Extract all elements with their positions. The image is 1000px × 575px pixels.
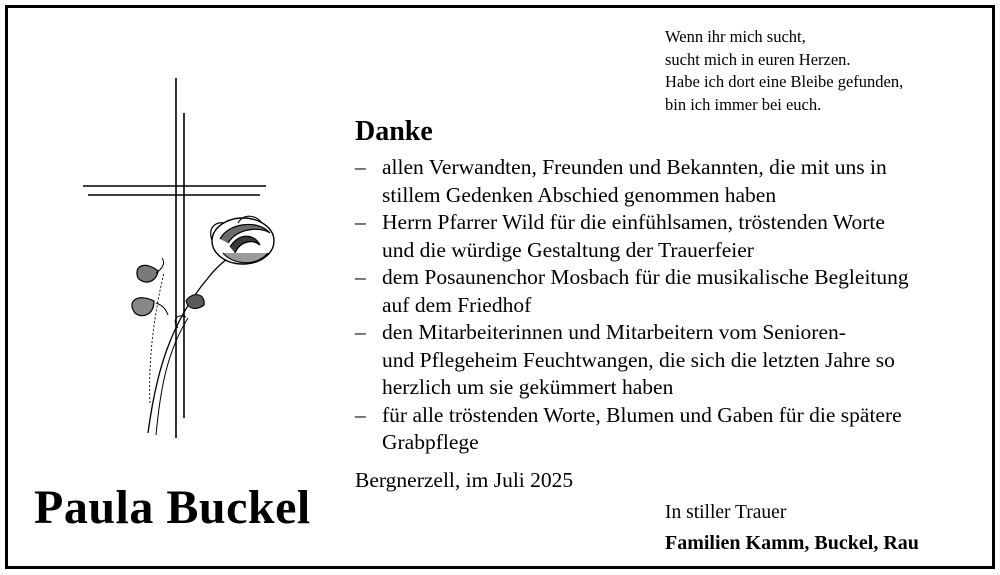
poem-line: bin ich immer bei euch. bbox=[665, 94, 822, 114]
poem-line: Wenn ihr mich sucht, bbox=[665, 27, 806, 46]
list-item-line: und Pflegeheim Feuchtwangen, die sich die letzten Jahre so bbox=[382, 347, 895, 372]
poem-line: Habe ich dort eine Bleibe gefunden, bbox=[665, 72, 904, 91]
list-item-line: für alle tröstenden Worte, Blumen und Gaben für die spätere bbox=[382, 402, 902, 427]
thanks-list bbox=[355, 154, 975, 457]
list-dash: – bbox=[355, 210, 366, 234]
list-dash: – bbox=[355, 402, 366, 427]
list-item-line: allen Verwandten, Freunden und Bekannten, die mit uns in bbox=[382, 155, 887, 179]
list-item bbox=[355, 402, 975, 457]
list-dash: – bbox=[355, 155, 366, 179]
list-item-line: den Mitarbeiterinnen und Mitarbeitern vom Senioren- bbox=[382, 320, 846, 344]
list-item bbox=[355, 319, 975, 402]
list-item bbox=[355, 264, 975, 319]
list-item-line: stillem Gedenken Abschied genommen haben bbox=[382, 182, 777, 207]
list-item-line: herzlich um sie gekümmert haben bbox=[382, 375, 674, 399]
list-item-line: Grabpflege bbox=[382, 430, 479, 454]
obituary-card bbox=[5, 5, 995, 569]
mourning-label: In stiller Trauer bbox=[665, 502, 787, 523]
poem-line: sucht mich in euren Herzen. bbox=[665, 49, 851, 69]
list-dash: – bbox=[355, 265, 366, 289]
place-date: Bergnerzell, im Juli 2025 bbox=[355, 468, 574, 492]
list-item bbox=[355, 209, 975, 264]
mourning-families: Familien Kamm, Buckel, Rau bbox=[665, 532, 919, 554]
list-item bbox=[355, 154, 975, 209]
cross-with-rose-icon bbox=[78, 73, 298, 443]
list-item-line: dem Posaunenchor Mosbach für die musikalische Begleitung bbox=[382, 265, 909, 289]
list-item-line: Herrn Pfarrer Wild für die einfühlsamen, tröstenden Worte bbox=[382, 210, 885, 234]
memorial-poem bbox=[665, 26, 903, 116]
list-dash: – bbox=[355, 320, 366, 344]
list-item-line: und die würdige Gestaltung der Trauerfeier bbox=[382, 237, 754, 262]
thanks-title: Danke bbox=[355, 116, 433, 147]
list-item-line: auf dem Friedhof bbox=[382, 292, 532, 317]
deceased-name: Paula Buckel bbox=[34, 481, 311, 534]
